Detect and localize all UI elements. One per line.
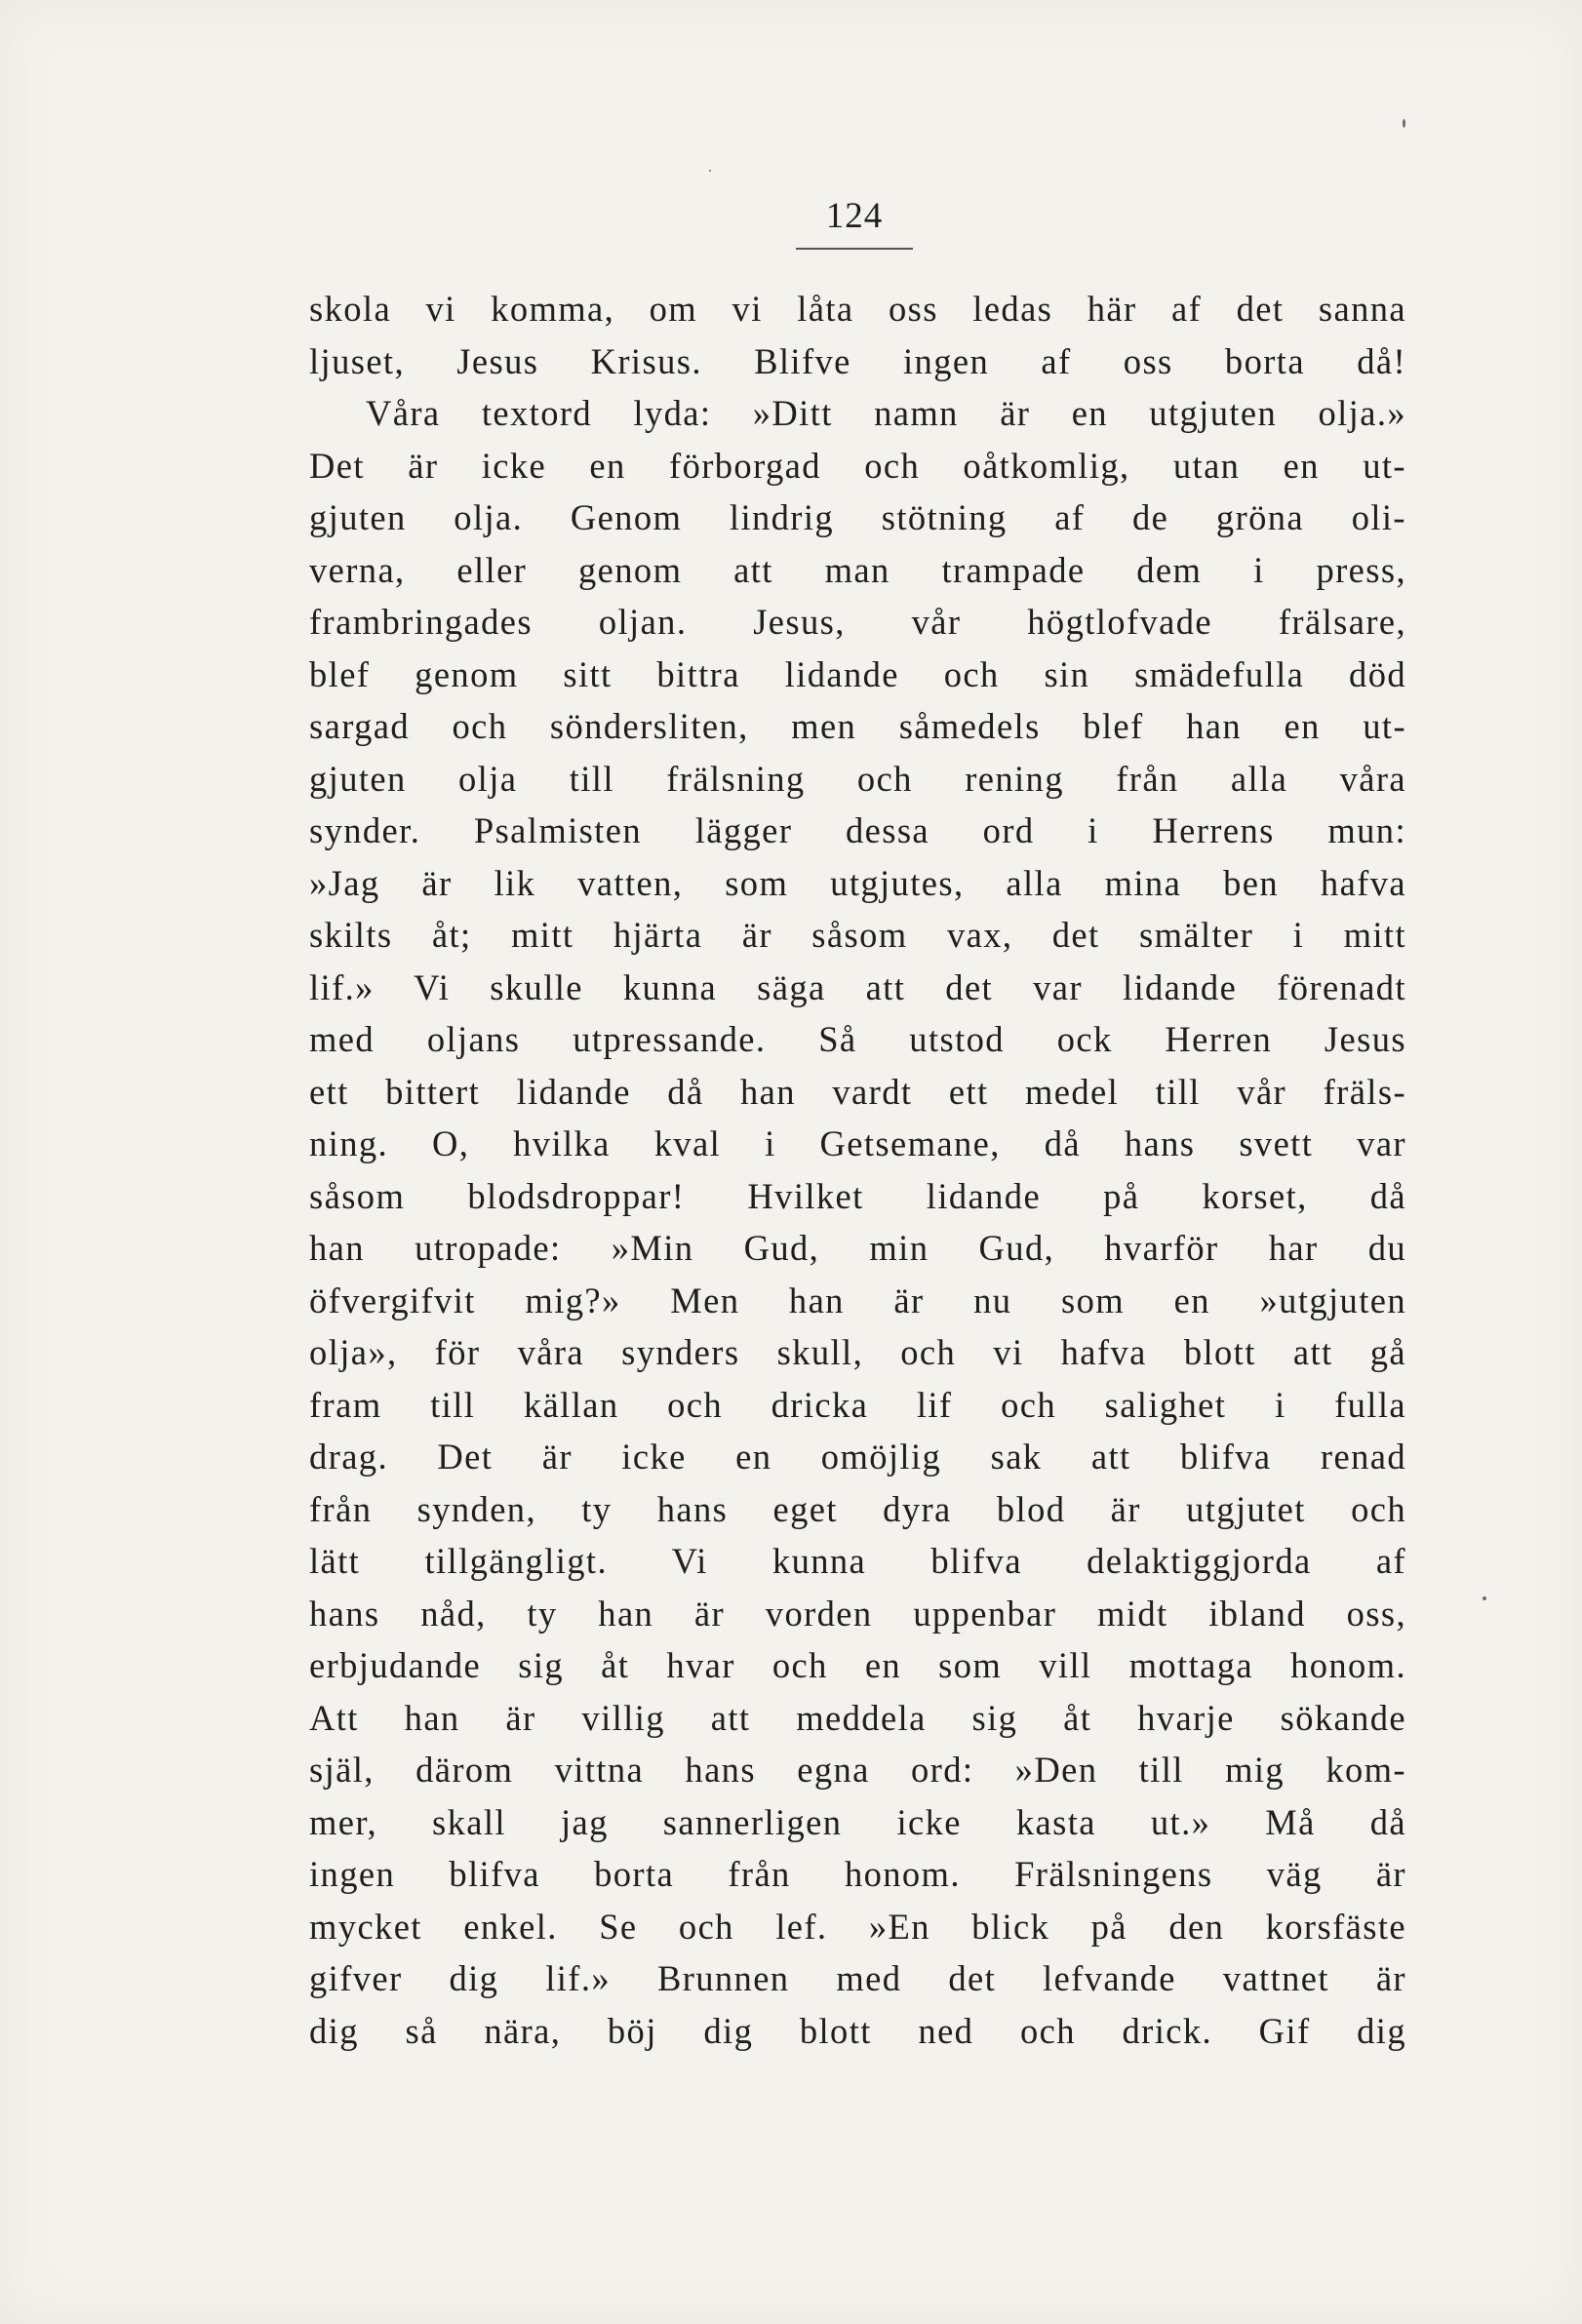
text-line: synder. Psalmisten lägger dessa ord i Herrens mun: (309, 810, 1406, 850)
text-line: ljuset, Jesus Krisus. Blifve ingen af oss borta då! (309, 340, 1406, 381)
text-line: öfvergifvit mig?» Men han är nu som en »utgjuten (309, 1280, 1406, 1320)
paper-speck (1403, 119, 1405, 128)
text-line: olja», för våra synders skull, och vi hafva blott att gå (309, 1332, 1406, 1372)
page-number-rule (796, 248, 913, 250)
text-line: mycket enkel. Se och lef. »En blick på den korsfäste (309, 1906, 1406, 1947)
text-line: dig så nära, böj dig blott ned och drick. Gif dig (309, 2010, 1406, 2051)
text-line: Det är icke en förborgad och oåtkomlig, utan en ut- (309, 445, 1406, 486)
text-line: han utropade: »Min Gud, min Gud, hvarför har du (309, 1228, 1406, 1268)
paper-speck (1483, 1596, 1486, 1600)
text-line: gjuten olja till frälsning och rening från alla våra (309, 758, 1406, 799)
text-line: blef genom sitt bittra lidande och sin smädefulla död (309, 653, 1406, 694)
page-number: 124 (825, 196, 884, 236)
text-line: med oljans utpressande. Så utstod ock Herren Jesus (309, 1019, 1406, 1059)
text-line: lätt tillgängligt. Vi kunna blifva delaktiggjorda af (309, 1541, 1406, 1581)
text-line: ingen blifva borta från honom. Frälsningens väg är (309, 1854, 1406, 1894)
text-line: gifver dig lif.» Brunnen med det lefvande vattnet är (309, 1958, 1406, 1998)
text-line: fram till källan och dricka lif och salighet i fulla (309, 1384, 1406, 1425)
text-line: såsom blodsdroppar! Hvilket lidande på korset, då (309, 1175, 1406, 1216)
text-line: lif.» Vi skulle kunna säga att det var lidande förenadt (309, 966, 1406, 1007)
text-line: Att han är villig att meddela sig åt hvarje sökande (309, 1697, 1406, 1738)
text-line: sargad och söndersliten, men såmedels blef han en ut- (309, 706, 1406, 746)
text-line: från synden, ty hans eget dyra blod är utgjutet och (309, 1488, 1406, 1529)
paper-speck (709, 170, 711, 172)
text-line: skilts åt; mitt hjärta är såsom vax, det smälter i mitt (309, 915, 1406, 955)
text-line: verna, eller genom att man trampade dem i press, (309, 549, 1406, 590)
text-line: ett bittert lidande då han vardt ett medel till vår fräls- (309, 1071, 1406, 1112)
text-line: ning. O, hvilka kval i Getsemane, då hans svett var (309, 1123, 1406, 1163)
text-line: Våra textord lyda: »Ditt namn är en utgjuten olja.» (366, 393, 1406, 433)
text-line: gjuten olja. Genom lindrig stötning af de gröna oli- (309, 497, 1406, 537)
body-text (309, 283, 1406, 2057)
text-line: hans nåd, ty han är vorden uppenbar midt ibland oss, (309, 1593, 1406, 1634)
text-line: mer, skall jag sannerligen icke kasta ut.» Må då (309, 1801, 1406, 1842)
text-line: frambringades oljan. Jesus, vår högtlofvade frälsare, (309, 602, 1406, 642)
text-line: erbjudande sig åt hvar och en som vill mottaga honom. (309, 1645, 1406, 1685)
text-line: »Jag är lik vatten, som utgjutes, alla mina ben hafva (309, 862, 1406, 903)
text-line: skola vi komma, om vi låta oss ledas här af det sanna (309, 289, 1406, 329)
text-line: själ, därom vittna hans egna ord: »Den till mig kom- (309, 1750, 1406, 1790)
text-line: drag. Det är icke en omöjlig sak att blifva renad (309, 1437, 1406, 1477)
